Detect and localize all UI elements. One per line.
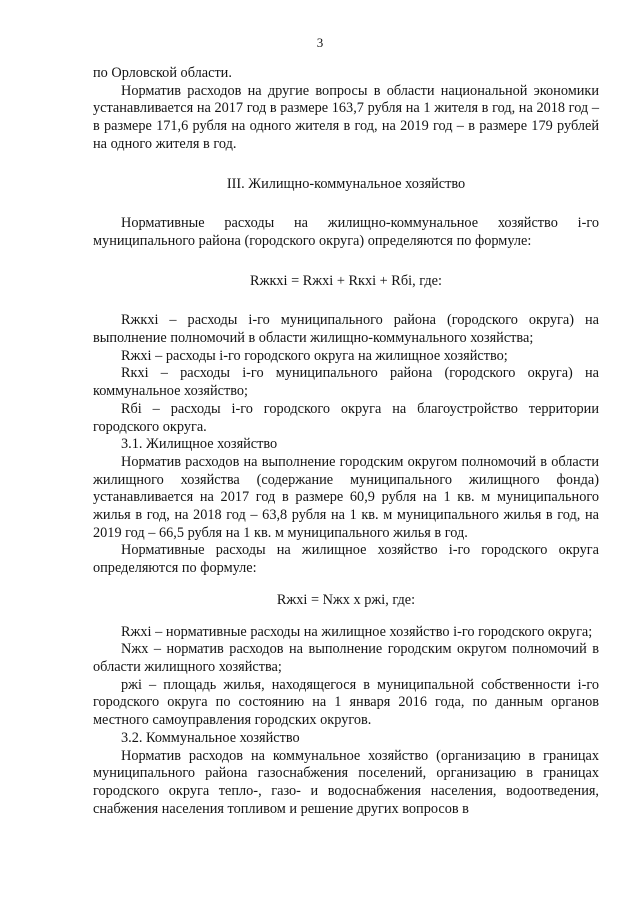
document-body (93, 65, 599, 818)
definition-rzhh-2: Rжхi – нормативные расходы на жилищное хозяйство i-го городского округа; (121, 623, 593, 640)
page-number: 3 (316, 35, 324, 50)
definition-nzhh: Nжх – норматив расходов на выполнение городским округом полномочий в области жилищного хозяйства; (93, 641, 599, 675)
paragraph-housing-norm: Норматив расходов на выполнение городским округом полномочий в области жилищного хозяйства (содержание муниципального жилищного фонда) устанавливается на 2017 год в размере 60,9 рубля на 1 кв. м муниципального жилья в год, на 2018 год – 63,8 рубля на 1 кв. м муниципального жилья в год, на 2019 год – 66,5 рубля на 1 кв. м муниципального жилья в год. (93, 453, 599, 541)
definition-rzhkh: Rжкхi – расходы i-го муниципального района (городского округа) на выполнение полномочий в области жилищно-коммунального хозяйства; (93, 312, 599, 347)
formula-housing: Rжхi = Nжх х ржi, где: (276, 591, 416, 608)
section-heading: III. Жилищно-коммунальное хозяйство (226, 175, 466, 192)
definition-rzh: ржi – площадь жилья, находящегося в муниципальной собственности i-го городского округа по состоянию на 1 января 2016 года, по данным органов местного самоуправления городских округов. (93, 676, 599, 729)
subsection-heading-communal: 3.2. Коммунальное хозяйство (121, 729, 300, 746)
subsection-heading-housing: 3.1. Жилищное хозяйство (121, 436, 278, 453)
paragraph-continuation: по Орловской области. (93, 65, 232, 81)
paragraph-communal-norm: Норматив расходов на коммунальное хозяйство (организацию в границах муниципального района газоснабжения поселений, организацию в границах городского округа тепло-, газо- и водоснабжения населения, водоотведения, снабжения населения топливом и решение других вопросов в (93, 747, 599, 817)
formula-housing-communal: Rжкхi = Rжхi + Rкхi + Rбi, где: (250, 272, 442, 289)
definition-rkh: Rкхi – расходы i-го муниципального района (городского округа) на коммунальное хозяйство; (93, 365, 599, 400)
paragraph-economy-norm: Норматив расходов на другие вопросы в области национальной экономики устанавливается на 2017 год в размере 163,7 рубля на 1 жителя в год, на 2018 год – в размере 171,6 рубля на одного жителя в год, на 2019 год – в размере 179 рублей на одного жителя в год. (93, 82, 599, 152)
paragraph-housing-formula-intro: Нормативные расходы на жилищное хозяйство i-го городского округа определяются по формуле: (93, 542, 599, 577)
paragraph-formula-intro: Нормативные расходы на жилищно-коммунальное хозяйство i-го муниципального района (городского округа) определяются по формуле: (93, 215, 599, 249)
definition-rzhh: Rжхi – расходы i-го городского округа на жилищное хозяйство; (121, 347, 508, 364)
definition-rb: Rбi – расходы i-го городского округа на благоустройство территории городского округа. (93, 400, 599, 435)
